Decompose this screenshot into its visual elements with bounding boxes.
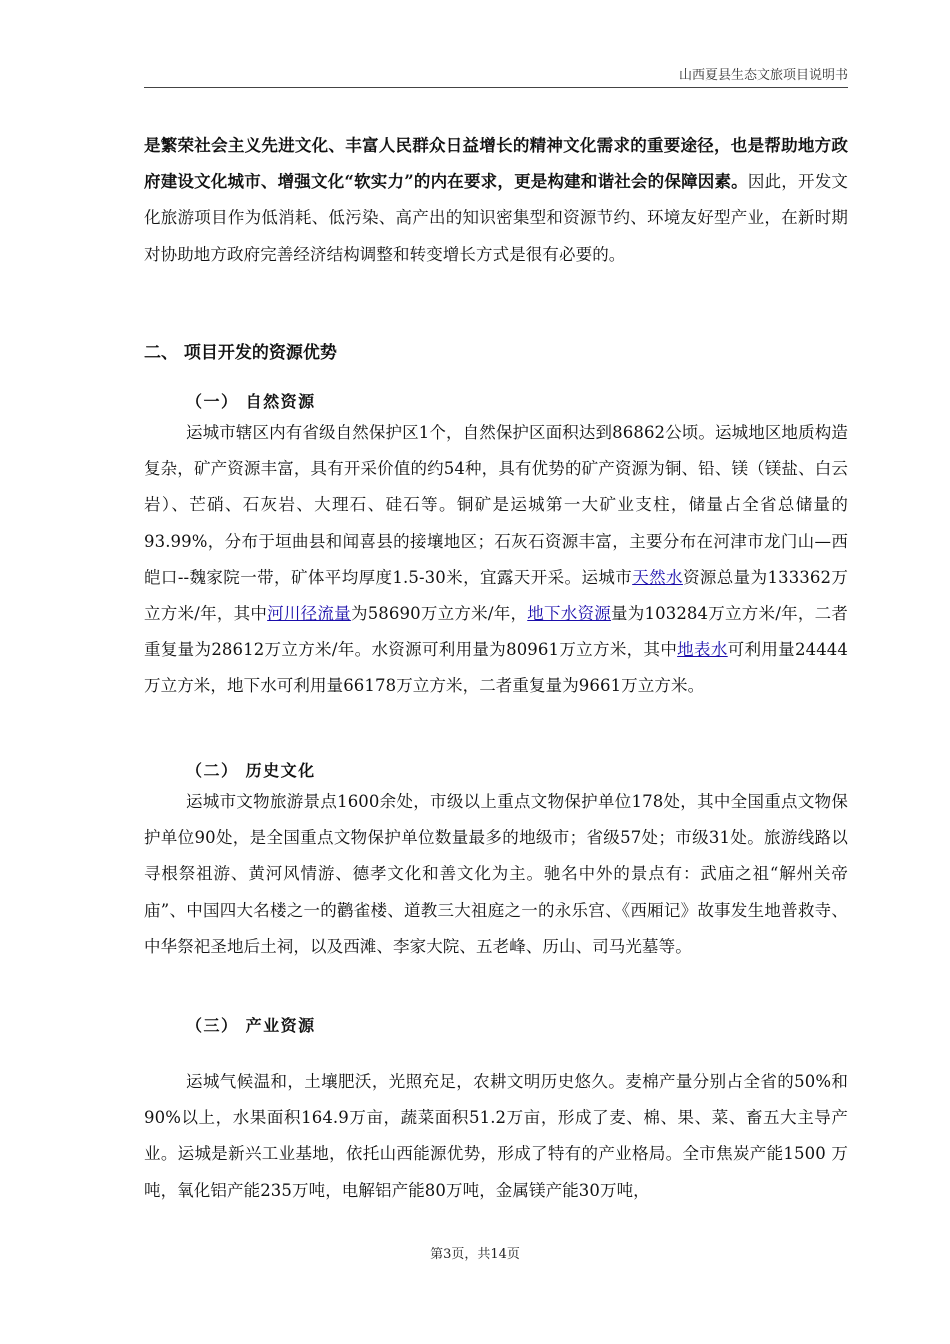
link-river-runoff[interactable]: 河川径流量: [267, 604, 351, 624]
running-header: [144, 64, 848, 88]
intro-text: 因此，开发文化旅游项目作为低消耗、低污染、高产出的知识密集型和资源节约、环境友好型产业，在新时期对协助地方政府完善经济结构调整和转变增长方式是很有必要的。: [144, 172, 848, 264]
link-surface-water[interactable]: 地表水: [677, 640, 728, 660]
history-culture-paragraph: [144, 784, 848, 965]
industry-resources-text: 运城气候温和，土壤肥沃，光照充足，农耕文明历史悠久。麦棉产量分别占全省的50%和90%以上，水果面积164.9万亩，蔬菜面积51.2万亩，形成了麦、棉、果、菜、畜五大主导产业。运城是新兴工业基地，依托山西能源优势，形成了特有的产业格局。全市焦炭产能1500 万吨，氧化铝产能235万吨，电解铝产能80万吨，金属镁产能30万吨，: [144, 1072, 848, 1200]
natural-resources-paragraph: [144, 415, 848, 705]
section-heading-resources: 二、 项目开发的资源优势: [144, 343, 337, 363]
page-number: 第3页，共14页: [430, 1247, 520, 1262]
industry-resources-paragraph: [144, 1064, 848, 1209]
natural-text-1: 运城市辖区内有省级自然保护区1个，自然保护区面积达到86862公顷。运城地区地质构造复杂，矿产资源丰富，具有开采价值的约54种，具有优势的矿产资源为铜、铅、镁（镁盐、白云岩）、芒硝、石灰岩、大理石、硅石等。铜矿是运城第一大矿业支柱，储量占全省总储量的93.99%，分布于垣曲县和闻喜县的接壤地区；石灰石资源丰富，主要分布在河津市龙门山—西皑口--魏家院一带，矿体平均厚度1.5-30米，宜露天开采。运城市: [144, 423, 848, 587]
subheading-history-culture: （二） 历史文化: [186, 761, 316, 780]
intro-paragraph: [144, 128, 848, 273]
intro-bold-text: 是繁荣社会主义先进文化、丰富人民群众日益增长的精神文化需求的重要途径，也是帮助地方政府建设文化城市、增强文化“软实力”的内在要求，更是构建和谐社会的保障因素。: [144, 136, 848, 192]
link-groundwater[interactable]: 地下水资源: [527, 604, 612, 624]
history-culture-text: 运城市文物旅游景点1600余处，市级以上重点文物保护单位178处，其中全国重点文物保护单位90处，是全国重点文物保护单位数量最多的地级市；省级57处；市级31处。旅游线路以寻根祭祖游、黄河风情游、德孝文化和善文化为主。驰名中外的景点有：武庙之祖“解州关帝庙”、中国四大名楼之一的鹳雀楼、道教三大祖庭之一的永乐宫、《西厢记》故事发生地普救寺、中华祭祀圣地后土祠，以及西滩、李家大院、五老峰、历山、司马光墓等。: [144, 792, 848, 956]
header-title: 山西夏县生态文旅项目说明书: [678, 68, 848, 83]
subheading-natural-resources: （一） 自然资源: [186, 392, 316, 411]
natural-text-2: 资源总量为133362万立方米/年，其中: [144, 567, 848, 624]
natural-text-5: 可利用量24444万立方米，地下水可利用量66178万立方米，二者重复量为9661万立方米。: [144, 640, 848, 696]
natural-text-4: 量为103284万立方米/年，二者重复量为28612万立方米/年。水资源可利用量为80961万立方米，其中: [144, 604, 849, 660]
subheading-industry-resources: （三） 产业资源: [186, 1016, 316, 1035]
natural-text-3: 为58690万立方米/年，: [350, 604, 528, 624]
link-natural-water[interactable]: 天然水: [632, 567, 683, 587]
page-footer: [0, 1243, 950, 1262]
